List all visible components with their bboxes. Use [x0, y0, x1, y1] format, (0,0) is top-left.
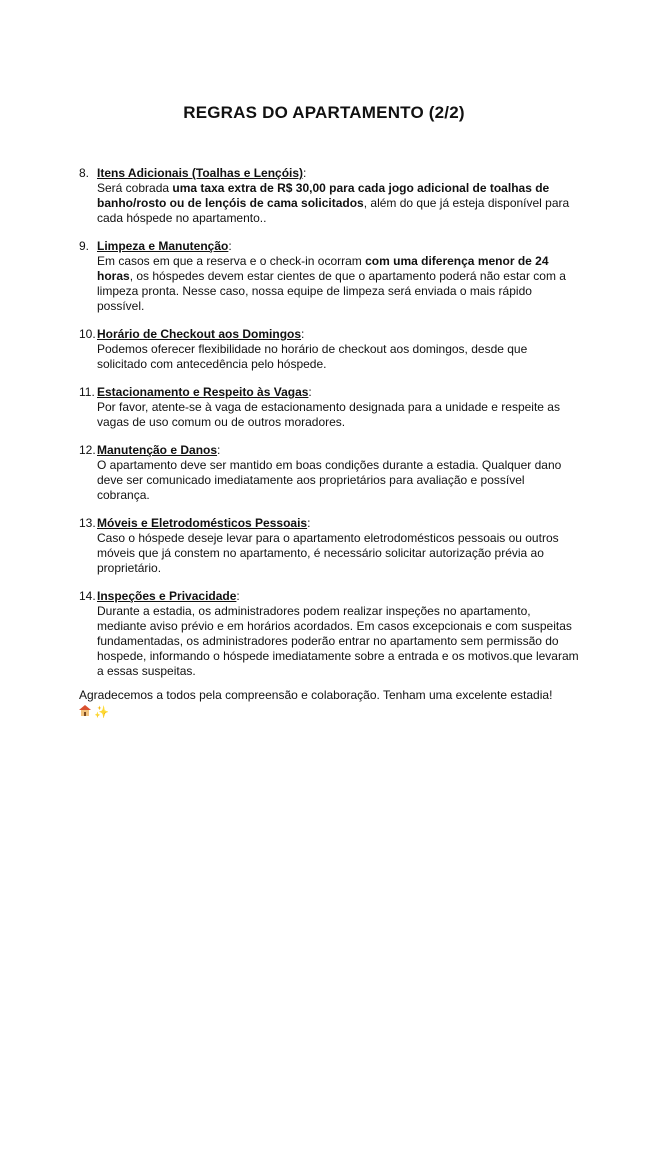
rule-heading-colon: :	[217, 443, 221, 457]
rule-body-bold-text: com uma diferença menor de 24 horas	[97, 254, 549, 283]
sparkles-icon: ✨	[94, 705, 109, 719]
rule-number: 10.	[79, 327, 96, 341]
rule-body	[97, 254, 579, 314]
rule-number: 14.	[79, 589, 96, 603]
rule-body-text: Durante a estadia, os administradores podem realizar inspeções no apartamento, mediante aviso prévio e em horários acordados. Em casos excepcionais e com suspeitas fundamentadas, os administradores poderão entrar no apartamento sem permissão do hospede, informando o hóspede imediatamente sobre a entrada e os motivos.que levaram a essas suspeitas.	[97, 604, 579, 678]
rule-body-text: O apartamento deve ser mantido em boas condições durante a estadia. Qualquer dano deve ser comunicado imediatamente aos proprietários para avaliação e possível cobrança.	[97, 458, 562, 502]
rule-heading-text: Inspeções e Privacidade	[97, 589, 237, 603]
rule-heading	[97, 239, 579, 254]
rule-heading-text: Manutenção e Danos	[97, 443, 218, 457]
rule-item	[79, 239, 579, 314]
rule-heading-colon: :	[303, 166, 307, 180]
rule-heading	[97, 385, 579, 400]
closing-message	[79, 688, 579, 720]
rule-body-text: , os hóspedes devem estar cientes de que o apartamento poderá não estar com a limpeza pronta. Nesse caso, nossa equipe de limpeza será enviada o mais rápido possível.	[97, 269, 566, 313]
rule-heading-colon: :	[307, 516, 311, 530]
rule-number: 11.	[79, 385, 95, 399]
rule-body	[97, 604, 579, 679]
rule-heading-text: Horário de Checkout aos Domingos	[97, 327, 302, 341]
rule-number: 8.	[79, 166, 90, 180]
rule-heading-text: Estacionamento e Respeito às Vagas	[97, 385, 309, 399]
rule-item	[79, 443, 579, 503]
rule-body-text: Em casos em que a reserva e o check-in ocorram	[97, 254, 366, 268]
rule-body-text: , além do que já esteja disponível para cada hóspede no apartamento..	[97, 196, 570, 225]
page-title: REGRAS DO APARTAMENTO (2/2)	[183, 103, 465, 122]
closing-emojis	[79, 704, 579, 720]
rule-body-text: Caso o hóspede deseje levar para o apartamento eletrodomésticos pessoais ou outros móveis que já constem no apartamento, é necessário solicitar autorização prévia ao proprietário.	[97, 531, 559, 575]
rule-heading	[97, 589, 579, 604]
rule-heading	[97, 166, 579, 181]
rule-body	[97, 400, 579, 430]
rule-body-text: Será cobrada	[97, 181, 173, 195]
rule-heading-colon: :	[308, 385, 312, 399]
rule-heading-text: Móveis e Eletrodomésticos Pessoais	[97, 516, 308, 530]
rule-item	[79, 589, 579, 679]
rule-heading-colon: :	[301, 327, 305, 341]
rule-heading	[97, 443, 579, 458]
rule-number: 12.	[79, 443, 96, 457]
rule-heading-colon: :	[228, 239, 232, 253]
rule-item	[79, 516, 579, 576]
rule-body-text: Podemos oferecer flexibilidade no horário de checkout aos domingos, desde que solicitado com antecedência pelo hóspede.	[97, 342, 528, 371]
closing-text: Agradecemos a todos pela compreensão e colaboração. Tenham uma excelente estadia!	[79, 688, 553, 702]
rule-number: 13.	[79, 516, 96, 530]
rule-heading-text: Limpeza e Manutenção	[97, 239, 229, 253]
house-icon	[79, 705, 91, 716]
rules-list	[79, 166, 579, 692]
rule-item	[79, 166, 579, 226]
rule-item	[79, 327, 579, 372]
rule-body	[97, 458, 579, 503]
rule-body	[97, 181, 579, 226]
rule-body-bold-text: uma taxa extra de R$ 30,00 para cada jogo adicional de toalhas de banho/rosto ou de lençóis de cama solicitados	[97, 181, 550, 210]
rule-heading	[97, 516, 579, 531]
rule-body	[97, 531, 579, 576]
rule-item	[79, 385, 579, 430]
rule-body-text: Por favor, atente-se à vaga de estacionamento designada para a unidade e respeite as vagas de uso comum ou de outros moradores.	[97, 400, 560, 429]
rule-number: 9.	[79, 239, 90, 253]
rule-heading	[97, 327, 579, 342]
rule-heading-text: Itens Adicionais (Toalhas e Lençóis)	[97, 166, 304, 180]
rule-heading-colon: :	[236, 589, 240, 603]
rule-body	[97, 342, 579, 372]
